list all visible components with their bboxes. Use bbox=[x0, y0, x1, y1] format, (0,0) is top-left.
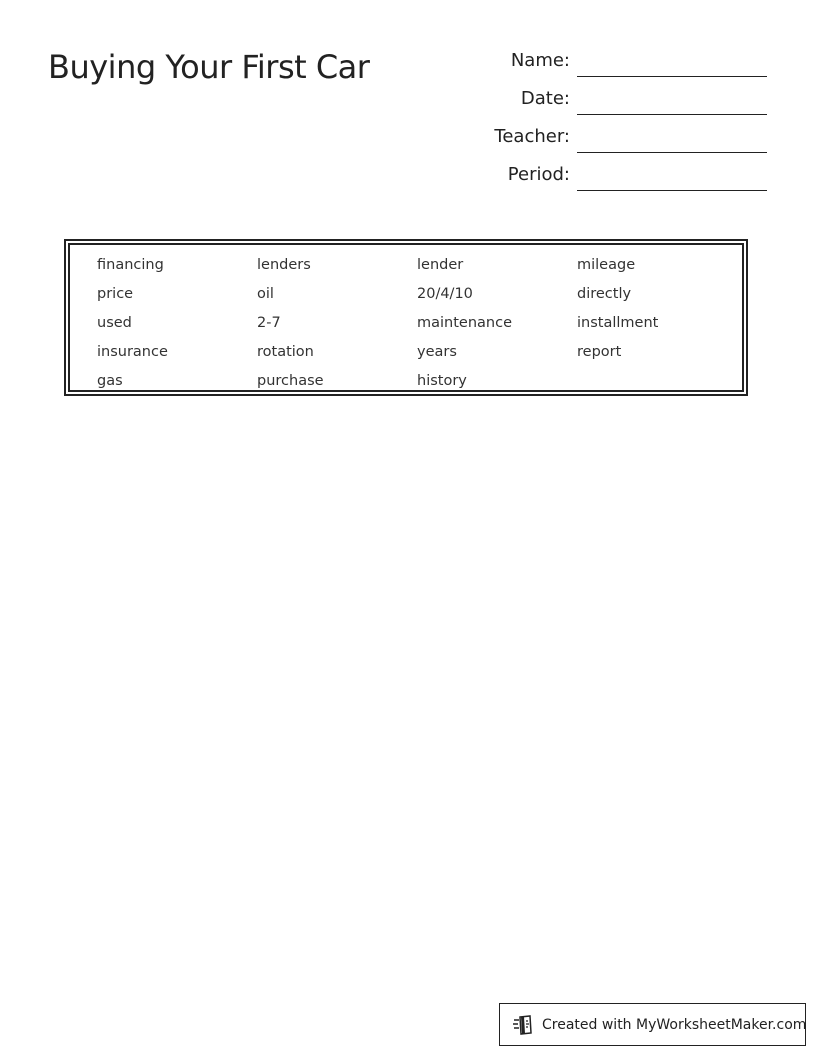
student-info-fields bbox=[470, 50, 770, 202]
word-bank-item: 20/4/10 bbox=[417, 286, 473, 302]
word-bank-grid bbox=[97, 257, 737, 402]
date-field bbox=[470, 88, 770, 126]
word-bank-item: years bbox=[417, 344, 457, 360]
date-blank-line bbox=[577, 114, 767, 115]
word-bank-item: directly bbox=[577, 286, 632, 302]
teacher-blank-line bbox=[577, 152, 767, 153]
name-field bbox=[470, 50, 770, 88]
word-bank-item: mileage bbox=[577, 257, 636, 273]
word-bank-item: used bbox=[97, 315, 132, 331]
teacher-label: Teacher: bbox=[494, 126, 570, 147]
period-label: Period: bbox=[507, 164, 570, 185]
created-with-badge[interactable] bbox=[499, 1003, 806, 1046]
word-bank-item: report bbox=[577, 344, 622, 360]
word-bank-inner-border bbox=[68, 243, 744, 392]
period-blank-line bbox=[577, 190, 767, 191]
word-bank-item: purchase bbox=[257, 373, 324, 389]
name-blank-line bbox=[577, 76, 767, 77]
date-label: Date: bbox=[520, 88, 570, 109]
name-label: Name: bbox=[510, 50, 570, 71]
word-bank-item: price bbox=[97, 286, 134, 302]
word-bank-item: history bbox=[417, 373, 467, 389]
word-bank-item: maintenance bbox=[417, 315, 512, 331]
word-bank-item: insurance bbox=[97, 344, 168, 360]
created-with-text: Created with MyWorksheetMaker.com bbox=[542, 1016, 807, 1033]
worksheet-title: Buying Your First Car bbox=[48, 48, 370, 86]
period-field bbox=[470, 164, 770, 202]
word-bank-item: financing bbox=[97, 257, 164, 273]
word-bank-item: lenders bbox=[257, 257, 311, 273]
word-bank-item: installment bbox=[577, 315, 659, 331]
word-bank-item: 2-7 bbox=[257, 315, 281, 331]
teacher-field bbox=[470, 126, 770, 164]
word-bank-box bbox=[64, 239, 748, 396]
word-bank-item: lender bbox=[417, 257, 464, 273]
word-bank-item: oil bbox=[257, 286, 274, 302]
word-bank-item: gas bbox=[97, 373, 123, 389]
worksheet-maker-logo-icon bbox=[512, 1014, 534, 1036]
word-bank-item: rotation bbox=[257, 344, 314, 360]
